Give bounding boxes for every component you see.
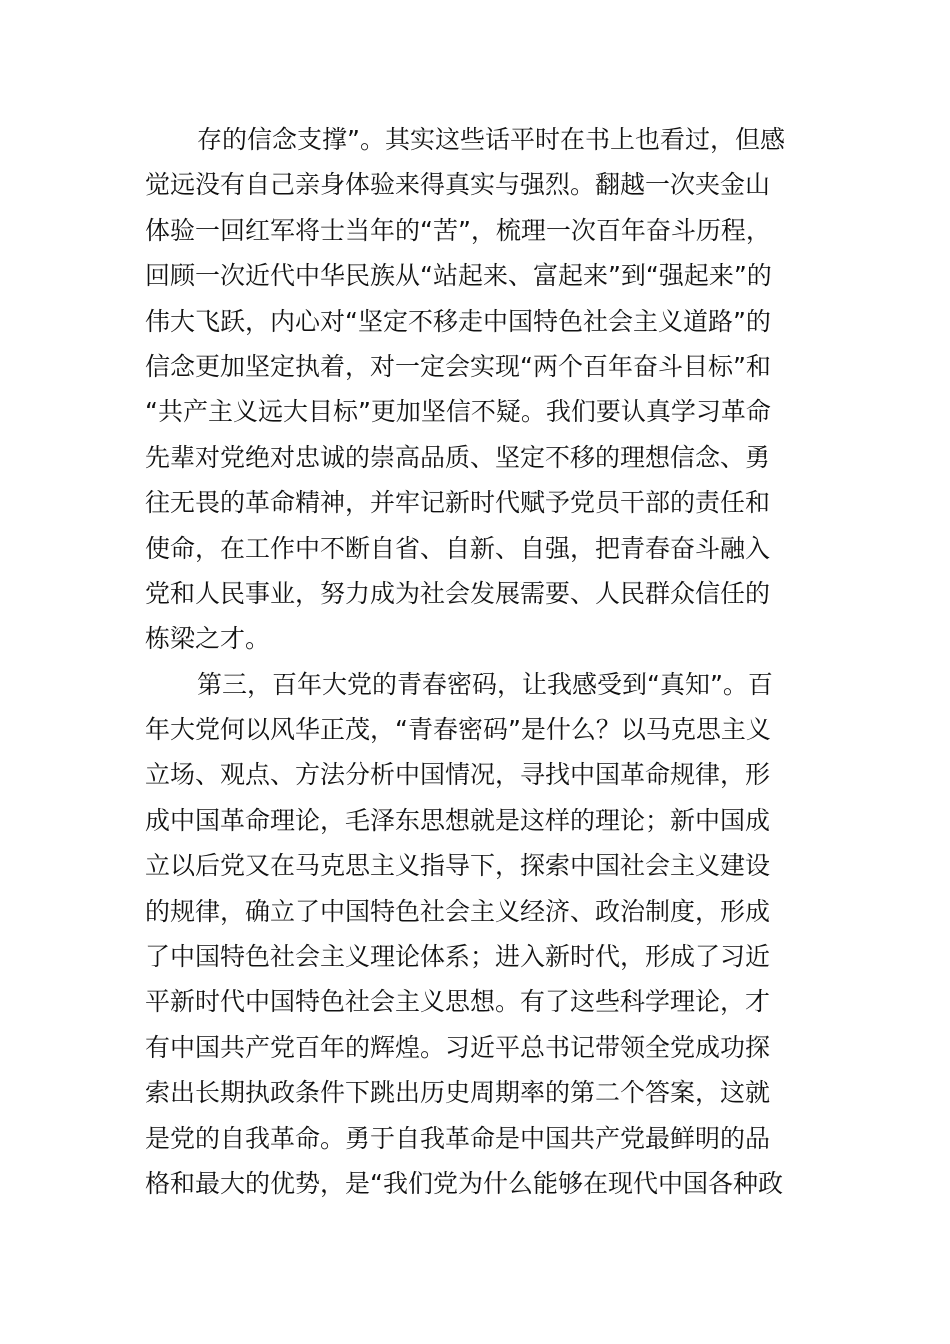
text-line: 第三，百年大党的青春密码，让我感受到“真知”。百 [197, 669, 773, 699]
text-line: 立场、观点、方法分析中国情况，寻找中国革命规律，形 [145, 760, 771, 790]
text-line: 成中国革命理论，毛泽东思想就是这样的理论；新中国成 [145, 805, 771, 835]
text-line: 栋梁之才。 [145, 624, 271, 654]
text-line: 格和最大的优势，是“我们党为什么能够在现代中国各种政 [145, 1168, 783, 1198]
text-line: 了中国特色社会主义理论体系；进入新时代，形成了习近 [145, 942, 771, 972]
text-line: 觉远没有自己亲身体验来得真实与强烈。翻越一次夹金山 [145, 170, 771, 200]
text-line: 年大党何以风华正茂，“青春密码”是什么？以马克思主义 [145, 715, 771, 745]
text-line: “共产主义远大目标”更加坚信不疑。我们要认真学习革命 [145, 397, 771, 427]
text-line: 索出长期执政条件下跳出历史周期率的第二个答案，这就 [145, 1078, 771, 1108]
text-line: 存的信念支撑”。其实这些话平时在书上也看过，但感 [197, 125, 785, 154]
text-line: 党和人民事业，努力成为社会发展需要、人民群众信任的 [145, 578, 771, 608]
text-line: 立以后党又在马克思主义指导下，探索中国社会主义建设 [145, 851, 771, 881]
text-line: 伟大飞跃，内心对“坚定不移走中国特色社会主义道路”的 [145, 306, 771, 336]
text-line: 平新时代中国特色社会主义思想。有了这些科学理论，才 [145, 987, 771, 1017]
text-line: 体验一回红军将士当年的“苦”，梳理一次百年奋斗历程， [145, 215, 771, 245]
text-line: 使命，在工作中不断自省、自新、自强，把青春奋斗融入 [145, 533, 771, 563]
text-line: 有中国共产党百年的辉煌。习近平总书记带领全党成功探 [145, 1032, 771, 1062]
paragraph-2 [145, 662, 815, 1207]
text-line: 回顾一次近代中华民族从“站起来、富起来”到“强起来”的 [145, 261, 772, 291]
text-line: 是党的自我革命。勇于自我革命是中国共产党最鲜明的品 [145, 1123, 771, 1153]
text-line: 信念更加坚定执着，对一定会实现“两个百年奋斗目标”和 [145, 351, 771, 381]
paragraph-1 [145, 117, 815, 662]
text-line: 往无畏的革命精神，并牢记新时代赋予党员干部的责任和 [145, 488, 771, 518]
body-text [145, 117, 815, 1206]
text-line: 先辈对党绝对忠诚的崇高品质、坚定不移的理想信念、勇 [145, 442, 771, 472]
text-line: 的规律，确立了中国特色社会主义经济、政治制度，形成 [145, 896, 771, 926]
